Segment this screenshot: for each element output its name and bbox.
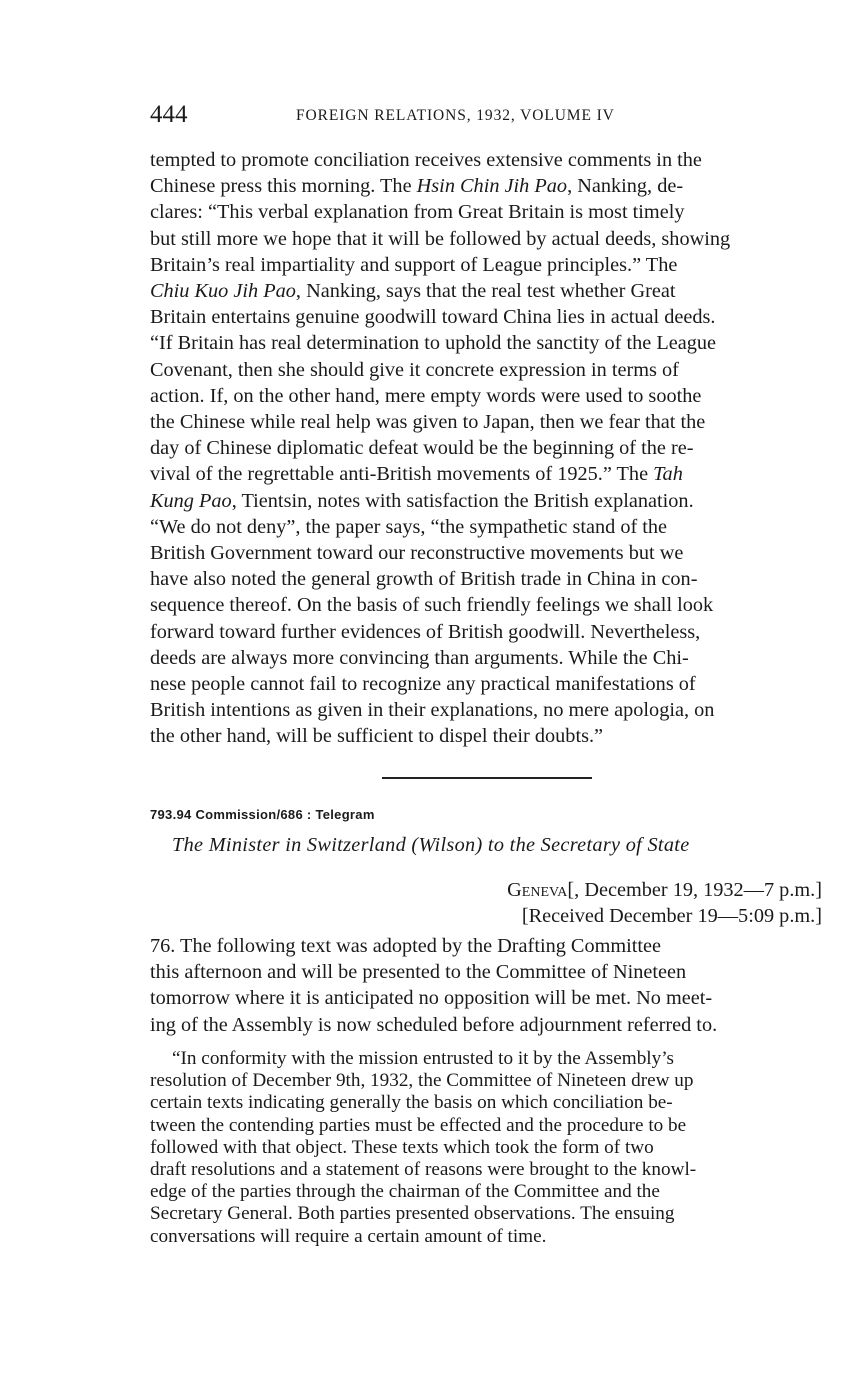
text-line: tempted to promote conciliation receives extensive comments in the bbox=[150, 149, 702, 171]
text-line: “If Britain has real determination to uphold the sanctity of the League bbox=[150, 332, 716, 355]
page-header bbox=[150, 100, 822, 132]
text-line: edge of the parties through the chairman of the Committee and the bbox=[150, 1181, 660, 1203]
text-line: Britain entertains genuine goodwill toward China lies in actual deeds. bbox=[150, 306, 716, 329]
dateline-received: [Received December 19—5:09 p.m.] bbox=[521, 905, 822, 927]
text-line: clares: “This verbal explanation from Great Britain is most timely bbox=[150, 201, 685, 224]
text-line: tomorrow where it is anticipated no opposition will be met. No meet- bbox=[150, 987, 713, 1010]
text-line: Chinese press this morning. The Hsin Chin Jih Pao, Nanking, de- bbox=[150, 175, 684, 198]
continuation-paragraph bbox=[150, 147, 822, 750]
text-line: Chiu Kuo Jih Pao, Nanking, says that the real test whether Great bbox=[150, 280, 676, 303]
text-line: British intentions as given in their explanations, no mere apologia, on bbox=[150, 699, 715, 722]
text-line: tween the contending parties must be effected and the procedure to be bbox=[150, 1114, 687, 1136]
text-line: Britain’s real impartiality and support of League principles.” The bbox=[150, 253, 678, 276]
text-line: “In conformity with the mission entrusted to it by the Assembly’s bbox=[172, 1048, 675, 1069]
text-line: but still more we hope that it will be followed by actual deeds, showing bbox=[150, 227, 731, 250]
text-line: deeds are always more convincing than arguments. While the Chi- bbox=[150, 646, 689, 669]
text-line: day of Chinese diplomatic defeat would be the beginning of the re- bbox=[150, 437, 694, 460]
newspaper-name: Tah bbox=[653, 463, 683, 486]
text-line: resolution of December 9th, 1932, the Committee of Nineteen drew up bbox=[150, 1070, 694, 1092]
newspaper-name: Chiu Kuo Jih Pao bbox=[150, 280, 296, 303]
text-line: “We do not deny”, the paper says, “the sympathetic stand of the bbox=[150, 515, 668, 538]
text-line: ing of the Assembly is now scheduled before adjournment referred to. bbox=[150, 1013, 718, 1036]
text-line: 76. The following text was adopted by the Drafting Committee bbox=[150, 935, 662, 957]
text-line: Covenant, then she should give it concrete expression in terms of bbox=[150, 358, 679, 381]
quoted-text bbox=[150, 1048, 822, 1248]
text-line: Secretary General. Both parties presented observations. The ensuing bbox=[150, 1203, 675, 1225]
text-line: vival of the regrettable anti-British movements of 1925.” The Tah bbox=[150, 463, 683, 486]
text-line: the Chinese while real help was given to Japan, then we fear that the bbox=[150, 411, 706, 434]
dateline-sent bbox=[322, 877, 822, 903]
text-line: British Government toward our reconstructive movements but we bbox=[150, 542, 684, 565]
text-line: Kung Pao, Tientsin, notes with satisfaction the British explanation. bbox=[150, 489, 694, 512]
text-line: have also noted the general growth of British trade in China in con- bbox=[150, 568, 698, 591]
newspaper-name: Kung Pao bbox=[150, 489, 232, 512]
text-line: draft resolutions and a statement of reasons were brought to the knowl- bbox=[150, 1159, 697, 1181]
page-number: 444 bbox=[150, 101, 188, 128]
text-line: nese people cannot fail to recognize any practical manifestations of bbox=[150, 673, 696, 696]
text-line: followed with that object. These texts which took the form of two bbox=[150, 1136, 654, 1158]
file-reference: 793.94 Commission/686 : Telegram bbox=[150, 807, 375, 822]
text-line: the other hand, will be sufficient to dispel their doubts.” bbox=[150, 725, 604, 748]
text-line: this afternoon and will be presented to the Committee of Nineteen bbox=[150, 961, 687, 984]
text-line: forward toward further evidences of British goodwill. Nevertheless, bbox=[150, 620, 701, 643]
running-head: FOREIGN RELATIONS, 1932, VOLUME IV bbox=[296, 107, 615, 124]
place-name: Geneva bbox=[507, 879, 568, 901]
section-divider bbox=[382, 777, 592, 779]
newspaper-name: Hsin Chin Jih Pao bbox=[416, 175, 568, 198]
telegram-paragraph bbox=[150, 933, 822, 1038]
text-line: conversations will require a certain amount of time. bbox=[150, 1225, 547, 1247]
document-title: The Minister in Switzerland (Wilson) to the Secretary of State bbox=[172, 834, 690, 856]
sent-date: [, December 19, 1932—7 p.m.] bbox=[567, 879, 822, 901]
text-line: certain texts indicating generally the basis on which conciliation be- bbox=[150, 1092, 673, 1114]
text-line: action. If, on the other hand, mere empty words were used to soothe bbox=[150, 384, 702, 407]
text-line: sequence thereof. On the basis of such friendly feelings we shall look bbox=[150, 594, 714, 617]
